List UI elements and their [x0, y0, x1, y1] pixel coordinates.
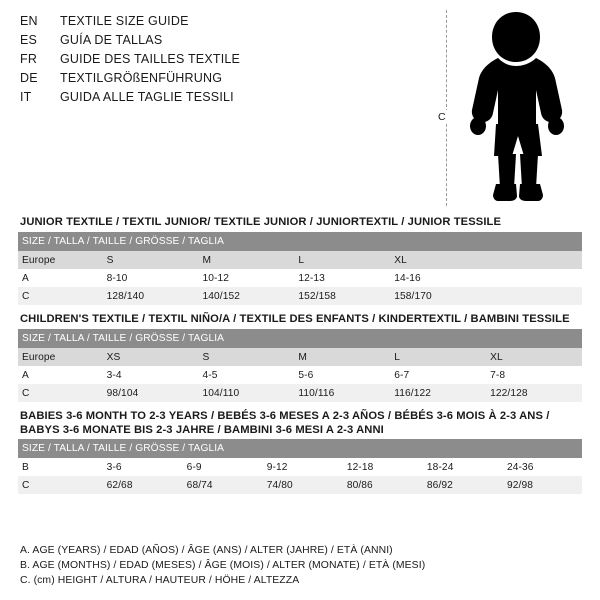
language-title: GUÍA DE TALLAS — [60, 33, 163, 47]
language-row — [20, 14, 440, 33]
cell: 62/68 — [103, 476, 183, 494]
children-size-table — [18, 329, 582, 402]
babies-size-table — [18, 439, 582, 494]
cell: 140/152 — [198, 287, 294, 305]
cell: 92/98 — [503, 476, 582, 494]
cell: 12-13 — [294, 269, 390, 287]
table-row — [18, 458, 582, 476]
section-children — [18, 309, 582, 402]
subheader-label: SIZE / TALLA / TAILLE / GRÖSSE / TAGLIA — [18, 232, 582, 251]
cell: 122/128 — [486, 384, 582, 402]
cell: 6-9 — [183, 458, 263, 476]
column-header: L — [390, 348, 486, 366]
language-row — [20, 71, 440, 90]
subheader-label: SIZE / TALLA / TAILLE / GRÖSSE / TAGLIA — [18, 329, 582, 348]
table-row — [18, 366, 582, 384]
cell — [486, 287, 582, 305]
footnote-b: B. AGE (MONTHS) / EDAD (MESES) / ÂGE (MOIS) / ALTER (MONATE) / ETÀ (MESI) — [20, 560, 426, 571]
cell: 116/122 — [390, 384, 486, 402]
cell: 86/92 — [423, 476, 503, 494]
language-title: GUIDA ALLE TAGLIE TESSILI — [60, 90, 234, 104]
section-title: CHILDREN'S TEXTILE / TEXTIL NIÑO/A / TEXTILE DES ENFANTS / KINDERTEXTIL / BAMBINI TESSILE — [20, 313, 570, 325]
language-title: TEXTILGRÖßENFÜHRUNG — [60, 71, 223, 85]
cell: 158/170 — [390, 287, 486, 305]
cell: 8-10 — [103, 269, 199, 287]
column-header: XS — [103, 348, 199, 366]
table-subheader-row — [18, 439, 582, 458]
language-title: TEXTILE SIZE GUIDE — [60, 14, 189, 28]
language-row — [20, 52, 440, 71]
cell: 5-6 — [294, 366, 390, 384]
cell: 110/116 — [294, 384, 390, 402]
column-header: M — [294, 348, 390, 366]
cell: 10-12 — [198, 269, 294, 287]
cell: 74/80 — [263, 476, 343, 494]
junior-size-table — [18, 232, 582, 305]
cell: 3-4 — [103, 366, 199, 384]
row-label: A — [18, 366, 103, 384]
section-title: BABIES 3-6 MONTH TO 2-3 YEARS / BEBÉS 3-6 MESES A 2-3 AÑOS / BÉBÉS 3-6 MOIS À 2-3 ANS / BABYS 3-6 MONATE BIS 2-3 JAHRE / BAMBINI 3-6 MESI A 2-3 ANNI — [20, 410, 550, 436]
table-row — [18, 287, 582, 305]
section-babies — [18, 406, 582, 494]
cell: 6-7 — [390, 366, 486, 384]
column-header: XL — [486, 348, 582, 366]
cell: 3-6 — [103, 458, 183, 476]
table-header-row — [18, 251, 582, 269]
language-code: FR — [20, 52, 38, 66]
measure-label-c: C — [438, 111, 446, 123]
cell: 9-12 — [263, 458, 343, 476]
table-subheader-row — [18, 329, 582, 348]
section-junior — [18, 212, 582, 305]
cell: 98/104 — [103, 384, 199, 402]
cell: 18-24 — [423, 458, 503, 476]
table-subheader-row — [18, 232, 582, 251]
column-header: S — [198, 348, 294, 366]
cell: 80/86 — [343, 476, 423, 494]
language-code: ES — [20, 33, 38, 47]
size-tables — [18, 212, 582, 498]
language-title-block — [20, 14, 440, 109]
cell — [486, 269, 582, 287]
row-label: C — [18, 287, 103, 305]
row-label: A — [18, 269, 103, 287]
language-row — [20, 90, 440, 109]
column-header: S — [103, 251, 199, 269]
cell: 24-36 — [503, 458, 582, 476]
toddler-silhouette-icon — [454, 6, 584, 206]
row-label: C — [18, 384, 103, 402]
row-label: C — [18, 476, 103, 494]
cell: 4-5 — [198, 366, 294, 384]
cell: 14-16 — [390, 269, 486, 287]
table-row — [18, 384, 582, 402]
column-header: Europe — [18, 348, 103, 366]
language-code: IT — [20, 90, 32, 104]
height-measure-line — [446, 10, 447, 206]
cell: 7-8 — [486, 366, 582, 384]
table-header-row — [18, 348, 582, 366]
cell: 68/74 — [183, 476, 263, 494]
column-header: L — [294, 251, 390, 269]
section-title: JUNIOR TEXTILE / TEXTIL JUNIOR/ TEXTILE JUNIOR / JUNIORTEXTIL / JUNIOR TESSILE — [20, 216, 502, 228]
column-header: M — [198, 251, 294, 269]
column-header: Europe — [18, 251, 103, 269]
cell: 104/110 — [198, 384, 294, 402]
table-row — [18, 269, 582, 287]
footnote-a: A. AGE (YEARS) / EDAD (AÑOS) / ÂGE (ANS) / ALTER (JAHRE) / ETÀ (ANNI) — [20, 545, 393, 556]
language-title: GUIDE DES TAILLES TEXTILE — [60, 52, 241, 66]
column-header — [486, 251, 582, 269]
language-code: EN — [20, 14, 38, 28]
footnote-c: C. (cm) HEIGHT / ALTURA / HAUTEUR / HÖHE / ALTEZZA — [20, 575, 300, 586]
cell: 12-18 — [343, 458, 423, 476]
row-label: B — [18, 458, 103, 476]
footnotes — [20, 543, 580, 588]
measurement-figure — [434, 6, 594, 206]
column-header: XL — [390, 251, 486, 269]
language-row — [20, 33, 440, 52]
cell: 152/158 — [294, 287, 390, 305]
language-code: DE — [20, 71, 38, 85]
table-row — [18, 476, 582, 494]
subheader-label: SIZE / TALLA / TAILLE / GRÖSSE / TAGLIA — [18, 439, 582, 458]
cell: 128/140 — [103, 287, 199, 305]
